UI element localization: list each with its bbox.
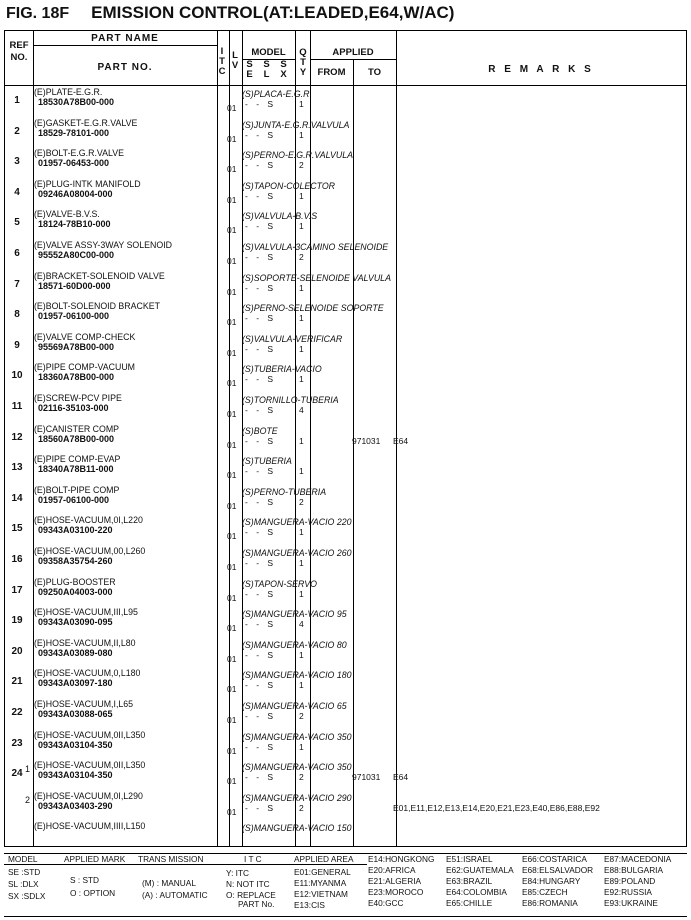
legend-area-header: APPLIED AREA: [294, 854, 354, 864]
quantity: 2: [299, 496, 304, 507]
to-header: TO: [367, 67, 382, 78]
ref-number: 22: [11, 707, 23, 718]
legend-area-item: E62:GUATEMALA: [446, 865, 514, 875]
ref-number: 24: [11, 768, 23, 780]
model-applicability: - - S: [245, 405, 277, 415]
part-name: (E)PIPE COMP-EVAP: [34, 454, 121, 465]
model-applicability: - - S: [245, 466, 277, 477]
lv-value: 01: [227, 684, 237, 695]
part-name: (E)HOSE-VACUUM,III,L95: [34, 607, 138, 618]
legend-area-item: E88:BULGARIA: [604, 865, 664, 875]
applied-from: 971031: [352, 772, 381, 783]
quantity: 1: [299, 466, 304, 477]
quantity: 1: [299, 527, 304, 538]
spanish-name: (S)MANGUERA-VACIO 180: [242, 670, 352, 681]
legend-model-header: MODEL: [8, 854, 38, 864]
remarks: E01,E11,E12,E13,E14,E20,E21,E23,E40,E86,E88,E92: [393, 802, 600, 813]
ref-number: 12: [11, 431, 23, 443]
lv-header: L V: [231, 50, 239, 71]
table-row: [5, 484, 686, 515]
ref-number: 9: [14, 339, 20, 351]
spanish-name: (S)VALVULA-B.V.S: [242, 211, 318, 222]
legend-area-item: E93:UKRAINE: [604, 898, 658, 908]
legend-area-item: E12:VIETNAM: [294, 889, 348, 899]
legend-area-item: E84:HUNGARY: [522, 876, 581, 886]
ref-number: 2: [14, 125, 20, 137]
table-row: [5, 270, 686, 301]
legend-area-item: E89:POLAND: [604, 876, 656, 886]
table-row: [5, 637, 686, 668]
part-number: 01957-06100-000: [38, 311, 110, 322]
part-name: (E)BOLT-E.G.R.VALVE: [34, 148, 124, 159]
quantity: 1: [299, 435, 304, 446]
model-applicability: - - S: [245, 802, 277, 813]
lv-value: 01: [227, 776, 237, 787]
model-applicability: - - S: [245, 527, 277, 538]
part-number: 09358A35754-260: [38, 556, 113, 566]
table-row: [5, 576, 686, 607]
ref-number: 14: [11, 492, 23, 504]
part-number: 09343A03100-220: [38, 525, 113, 536]
table-row: [5, 759, 686, 790]
spanish-name: (S)TAPON-COLECTOR: [242, 180, 336, 191]
quantity: 1: [299, 313, 304, 324]
part-number: 09343A03088-065: [38, 709, 113, 719]
ref-number: 10: [11, 370, 23, 382]
part-number: 18124-78B10-000: [38, 219, 111, 230]
quantity: 1: [299, 221, 304, 232]
lv-value: 01: [227, 562, 237, 572]
part-name: (E)BOLT-SOLENOID BRACKET: [34, 301, 160, 312]
table-row: [5, 667, 686, 698]
quantity: 1: [299, 741, 304, 752]
quantity: 2: [299, 160, 304, 171]
lv-value: 01: [227, 194, 237, 205]
model-applicability: - - S: [245, 374, 277, 385]
spanish-name: (S)MANGUERA-VACIO 65: [242, 701, 347, 711]
part-name: (E)GASKET-E.G.R.VALVE: [34, 117, 138, 128]
table-row: [5, 208, 686, 239]
table-row: [5, 331, 686, 362]
legend-area-item: E40:GCC: [368, 898, 404, 908]
quantity: 2: [299, 802, 304, 813]
part-number: 09250A04003-000: [38, 586, 113, 597]
spanish-name: (S)TAPON-SERVO: [242, 578, 317, 589]
part-name: (E)HOSE-VACUUM,0II,L350: [34, 760, 146, 771]
part-number: 18360A78B00-000: [38, 372, 115, 383]
ref-number: 4: [14, 186, 20, 198]
legend-area-item: E92:RUSSIA: [604, 887, 652, 897]
model-sl-header: S L: [263, 59, 270, 80]
lv-value: 01: [227, 378, 237, 389]
quantity: 4: [299, 619, 304, 630]
part-number: 02116-35103-000: [38, 403, 109, 413]
remarks: E64: [393, 772, 409, 783]
legend-area-item: E63:BRAZIL: [446, 876, 493, 886]
lv-value: 01: [227, 225, 237, 236]
ref-number: 20: [11, 645, 23, 657]
legend-mark-header: APPLIED MARK: [64, 854, 126, 864]
quantity: 1: [299, 190, 304, 201]
legend-area-item: E51:ISRAEL: [446, 854, 493, 864]
table-row: [5, 392, 686, 423]
remarks: E64: [393, 435, 409, 446]
part-number: 09343A03104-350: [38, 739, 113, 750]
spanish-name: (S)TORNILLO-TUBERIA: [242, 395, 339, 405]
spanish-name: (S)MANGUERA-VACIO 95: [242, 609, 347, 620]
lv-value: 01: [227, 715, 237, 725]
model-applicability: - - S: [245, 160, 277, 171]
table-row: [5, 453, 686, 484]
lv-value: 01: [227, 500, 237, 511]
ref-number: 5: [14, 217, 20, 229]
quantity: 1: [299, 680, 304, 691]
spanish-name: (S)SOPORTE-SELENOIDE VALVULA: [242, 272, 391, 283]
part-name: (E)VALVE-B.V.S.: [34, 209, 100, 220]
table-row: [5, 790, 686, 821]
part-name: (E)VALVE COMP-CHECK: [34, 331, 136, 342]
legend-area-item: E64:COLOMBIA: [446, 887, 507, 897]
part-number: 09343A03089-080: [38, 647, 113, 658]
model-sx-header: S X: [280, 59, 287, 80]
figure-number: FIG. 18F: [6, 5, 70, 22]
legend-area-item: E11:MYANMA: [294, 878, 347, 888]
legend-area-item: E87:MACEDONIA: [604, 854, 672, 864]
quantity: 1: [299, 282, 304, 293]
model-applicability: - - S: [245, 190, 277, 201]
ref-number: 15: [11, 523, 23, 535]
part-name: (E)HOSE-VACUUM,0,L180: [34, 668, 141, 679]
no-header: NO.: [10, 52, 28, 63]
ref-number: 17: [11, 584, 23, 596]
lv-value: 01: [227, 409, 237, 419]
part-number: 18529-78101-000: [38, 127, 110, 138]
legend-model-sx: SX :SDLX: [8, 891, 46, 901]
part-name: (E)HOSE-VACUUM,II,L80: [34, 637, 136, 648]
table-row: [5, 361, 686, 392]
part-name: (E)PLUG-BOOSTER: [34, 576, 116, 587]
model-applicability: - - S: [245, 496, 277, 507]
model-applicability: - - S: [245, 343, 277, 354]
remarks-header: R E M A R K S: [488, 64, 594, 75]
part-number: 01957-06100-000: [38, 494, 110, 505]
lv-value: 01: [227, 347, 237, 358]
lv-value: 01: [227, 653, 237, 664]
model-applicability: - - S: [245, 680, 277, 691]
legend-trans-automatic: (A) : AUTOMATIC: [142, 890, 208, 900]
model-se-header: S E: [246, 59, 253, 80]
quantity: 1: [299, 588, 304, 599]
legend-area-item: E21:ALGERIA: [368, 876, 422, 886]
lv-value: 01: [227, 164, 237, 175]
legend-area-item: E13:CIS: [294, 900, 325, 910]
spanish-name: (S)MANGUERA-VACIO 350: [242, 731, 352, 742]
quantity: 4: [299, 405, 304, 415]
table-row: [5, 820, 686, 851]
legend: [4, 853, 687, 917]
table-row: [5, 514, 686, 545]
legend-itc-partno: PART No.: [238, 899, 275, 909]
legend-area-item: E85:CZECH: [522, 887, 568, 897]
part-number: 09343A03090-095: [38, 617, 113, 628]
ref-number: 19: [11, 615, 23, 627]
quantity: 1: [299, 99, 304, 109]
quantity: 2: [299, 772, 304, 783]
spanish-name: (S)JUNTA-E.G.R.VALVULA: [242, 119, 350, 130]
quantity: 2: [299, 252, 304, 262]
legend-mark-option: O : OPTION: [70, 888, 116, 898]
from-header: FROM: [317, 67, 346, 78]
legend-area-item: E68:ELSALVADOR: [522, 865, 594, 875]
table-row: [5, 239, 686, 270]
ref-number: 1: [14, 95, 20, 106]
spanish-name: (S)MANGUERA-VACIO 260: [242, 548, 352, 558]
applied-header: APPLIED: [332, 47, 374, 58]
table-row: [5, 86, 686, 117]
part-number: 18560A78B00-000: [38, 433, 115, 444]
ref-subnumber: 1: [25, 764, 31, 775]
part-name: (E)CANISTER COMP: [34, 423, 120, 434]
legend-area-item: E65:CHILLE: [446, 898, 493, 908]
ref-number: 21: [11, 676, 23, 688]
table-row: [5, 423, 686, 454]
quantity: 1: [299, 558, 304, 568]
part-name: (E)BOLT-PIPE COMP: [34, 484, 120, 495]
ref-subnumber: 2: [25, 794, 31, 805]
ref-number: 11: [11, 401, 23, 412]
model-applicability: - - S: [245, 435, 277, 446]
part-number: 18571-60D00-000: [38, 280, 111, 291]
table-row: [5, 545, 686, 576]
spanish-name: (S)MANGUERA-VACIO 350: [242, 762, 352, 773]
page-title: [6, 3, 454, 23]
legend-area-item: E01:GENERAL: [294, 867, 351, 877]
part-name: (E)HOSE-VACUUM,00,L260: [34, 546, 146, 556]
qty-header: Q T Y: [299, 47, 307, 78]
spanish-name: (S)TUBERIA-VACIO: [242, 364, 322, 375]
table-row: [5, 300, 686, 331]
legend-trans-manual: (M) : MANUAL: [142, 878, 196, 888]
figure-title: EMISSION CONTROL(AT:LEADED,E64,W/AC): [91, 3, 455, 22]
itc-header: I T C: [218, 46, 226, 77]
lv-value: 01: [227, 470, 237, 481]
parts-table: [4, 30, 687, 847]
quantity: 2: [299, 711, 304, 721]
part-number: 01957-06453-000: [38, 158, 110, 169]
table-row: [5, 147, 686, 178]
spanish-name: (S)VALVULA-3CAMINO SELENOIDE: [242, 242, 389, 252]
table-row: [5, 729, 686, 760]
spanish-name: (S)BOTE: [242, 425, 278, 436]
legend-area-item: E66:COSTARICA: [522, 854, 587, 864]
ref-number: 8: [14, 309, 20, 321]
model-applicability: - - S: [245, 282, 277, 293]
model-applicability: - - S: [245, 711, 277, 721]
spanish-name: (S)PERNO-SELENOIDE SOPORTE: [242, 303, 384, 314]
quantity: 1: [299, 129, 304, 140]
legend-mark-std: S : STD: [70, 875, 100, 885]
part-name: (E)HOSE-VACUUM,IIII,L150: [34, 821, 146, 832]
part-name: (E)HOSE-VACUUM,I,L65: [34, 699, 134, 709]
part-number: 95569A78B00-000: [38, 341, 115, 352]
model-applicability: - - S: [245, 313, 277, 324]
spanish-name: (S)MANGUERA-VACIO 290: [242, 792, 352, 803]
lv-value: 01: [227, 439, 237, 450]
legend-area-item: E23:MOROCO: [368, 887, 424, 897]
part-number: 18530A78B00-000: [38, 97, 115, 107]
model-applicability: - - S: [245, 252, 277, 262]
part-name: (E)HOSE-VACUUM,0I,L220: [34, 515, 143, 526]
lv-value: 01: [227, 745, 237, 756]
legend-itc-o: O: REPLACE: [226, 890, 276, 900]
legend-area-item: E86:ROMANIA: [522, 898, 578, 908]
part-name: (E)VALVE ASSY-3WAY SOLENOID: [34, 240, 173, 250]
spanish-name: (S)PERNO-E.G.R.VALVULA: [242, 150, 353, 161]
table-row: [5, 117, 686, 148]
table-row: [5, 178, 686, 209]
part-name: (E)HOSE-VACUUM,0II,L350: [34, 729, 146, 740]
legend-itc-y: Y: ITC: [226, 868, 250, 878]
model-applicability: - - S: [245, 221, 277, 232]
part-name: (E)SCREW-PCV PIPE: [34, 393, 122, 403]
legend-model-sl: SL :DLX: [8, 879, 39, 889]
spanish-name: (S)MANGUERA-VACIO 150: [242, 823, 352, 834]
model-applicability: - - S: [245, 558, 277, 568]
lv-value: 01: [227, 592, 237, 603]
ref-number: 3: [14, 156, 20, 168]
ref-header: REF: [9, 40, 29, 51]
table-row: [5, 698, 686, 729]
quantity: 1: [299, 343, 304, 354]
lv-value: 01: [227, 623, 237, 634]
spanish-name: (S)MANGUERA-VACIO 220: [242, 517, 352, 528]
quantity: 1: [299, 649, 304, 660]
lv-value: 01: [227, 806, 237, 817]
model-applicability: - - S: [245, 129, 277, 140]
part-name: (E)PLUG-INTK MANIFOLD: [34, 178, 141, 189]
ref-number: 16: [11, 554, 23, 565]
applied-from: 971031: [352, 435, 381, 446]
lv-value: 01: [227, 256, 237, 266]
ref-number: 23: [11, 737, 23, 749]
part-number: 95552A80C00-000: [38, 250, 115, 260]
part-number: 09246A08004-000: [38, 188, 113, 199]
model-applicability: - - S: [245, 772, 277, 783]
lv-value: 01: [227, 133, 237, 144]
part-name: (E)PIPE COMP-VACUUM: [34, 362, 136, 373]
part-number: 09343A03403-290: [38, 800, 113, 811]
model-applicability: - - S: [245, 741, 277, 752]
spanish-name: (S)VALVULA-VERIFICAR: [242, 333, 343, 344]
table-row: [5, 606, 686, 637]
legend-area-item: E14:HONGKONG: [368, 854, 435, 864]
spanish-name: (S)TUBERIA: [242, 456, 292, 467]
part-name: (E)BRACKET-SOLENOID VALVE: [34, 270, 165, 281]
part-number: 09343A03104-350: [38, 770, 113, 781]
part-name: (E)HOSE-VACUUM,0I,L290: [34, 790, 143, 801]
ref-number: 13: [11, 462, 23, 474]
lv-value: 01: [227, 531, 237, 542]
model-applicability: - - S: [245, 588, 277, 599]
spanish-name: (S)PERNO-TUBERIA: [242, 486, 327, 497]
legend-model-se: SE :STD: [8, 867, 41, 877]
lv-value: 01: [227, 103, 237, 113]
legend-itc-header: I T C: [244, 854, 262, 864]
legend-trans-header: TRANS MISSION: [138, 854, 204, 864]
lv-value: 01: [227, 286, 237, 297]
spanish-name: (S)PLACA-E.G.R: [242, 89, 310, 99]
model-applicability: - - S: [245, 619, 277, 630]
legend-area-item: E20:AFRICA: [368, 865, 416, 875]
part-name-header: PART NAME: [91, 33, 159, 44]
part-name: (E)PLATE-E.G.R.: [34, 87, 103, 97]
legend-itc-n: N: NOT ITC: [226, 879, 270, 889]
part-no-header: PART NO.: [97, 62, 153, 73]
model-applicability: - - S: [245, 99, 277, 109]
ref-number: 7: [14, 278, 20, 290]
spanish-name: (S)MANGUERA-VACIO 80: [242, 639, 347, 650]
part-number: 09343A03097-180: [38, 678, 113, 689]
quantity: 1: [299, 374, 304, 385]
ref-number: 6: [14, 248, 20, 259]
part-number: 18340A78B11-000: [38, 464, 114, 475]
model-applicability: - - S: [245, 649, 277, 660]
lv-value: 01: [227, 317, 237, 328]
model-header: MODEL: [251, 47, 286, 58]
